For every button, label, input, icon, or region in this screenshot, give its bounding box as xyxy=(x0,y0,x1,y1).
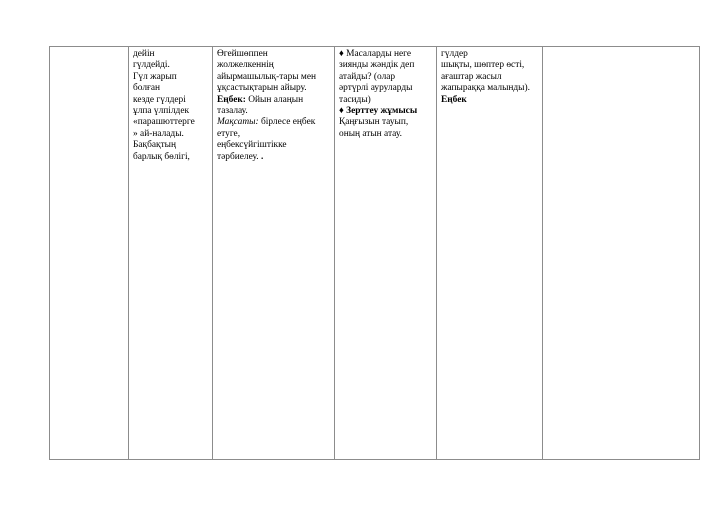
text-line: кезде гүлдері xyxy=(133,94,186,105)
text-line: атайды? (олар xyxy=(339,71,396,82)
text-line: еңбексүйгіштікке xyxy=(217,140,287,151)
table-cell-col4 xyxy=(335,47,437,460)
text-line: жолжелкеннің xyxy=(217,60,274,71)
text-fragment: . xyxy=(258,151,264,162)
table-cell-col5 xyxy=(437,47,543,460)
text-line xyxy=(217,95,330,106)
table-cell-col3 xyxy=(213,47,335,460)
text-line: гүлдер xyxy=(441,49,468,59)
text-line: Бақбақтың xyxy=(133,140,176,151)
lesson-plan-table xyxy=(49,46,700,460)
text-line: » ай-налады. xyxy=(133,128,184,139)
text-line: айырмашылық-тары мен xyxy=(217,71,317,82)
text-line: Өгейшөппен xyxy=(217,49,268,59)
text-line xyxy=(217,117,330,128)
table-row xyxy=(50,47,700,460)
text-line: барлық бөлігі, xyxy=(133,151,190,162)
research-label: ♦ Зерттеу жұмысы xyxy=(339,106,418,117)
enbek-text: Ойын алаңын xyxy=(245,94,304,105)
text-line: «парашюттерге xyxy=(133,117,195,128)
text-line: ұқсастықтарын айыру. xyxy=(217,83,307,94)
text-line: тасиды) xyxy=(339,94,371,105)
text-line: тазалау. xyxy=(217,106,248,117)
text-line: шықты, шөптер өсті, xyxy=(441,60,525,71)
text-line xyxy=(217,152,330,163)
text-line: Қаңғызын тауып, xyxy=(339,117,409,128)
text-line: әртүрлі ауруларды xyxy=(339,83,413,94)
text-line: етуге, xyxy=(217,128,241,139)
table-cell-col1 xyxy=(50,47,129,460)
enbek-label: Еңбек xyxy=(441,94,467,105)
text-fragment: тәрбиелеу. xyxy=(217,151,259,162)
text-line: Гүл жарып xyxy=(133,71,177,82)
text-line: дейін xyxy=(133,49,155,59)
text-line: ағаштар жасыл xyxy=(441,71,502,82)
text-line: зиянды жәндік деп xyxy=(339,60,415,71)
text-line: ♦ Масаларды неге xyxy=(339,49,412,59)
text-line: болған xyxy=(133,83,161,94)
table-cell-col2 xyxy=(129,47,213,460)
text-line: жапыраққа малынды). xyxy=(441,83,530,94)
text-line: ұлпа үлпілдек xyxy=(133,106,190,117)
maksaty-label: Мақсаты: xyxy=(217,117,259,128)
text-line: гүлдейді. xyxy=(133,60,170,71)
table-cell-col6 xyxy=(543,47,700,460)
text-line: оның атын атау. xyxy=(339,128,402,139)
enbek-label: Еңбек: xyxy=(217,94,246,105)
maksaty-text: бірлесе еңбек xyxy=(258,117,316,128)
